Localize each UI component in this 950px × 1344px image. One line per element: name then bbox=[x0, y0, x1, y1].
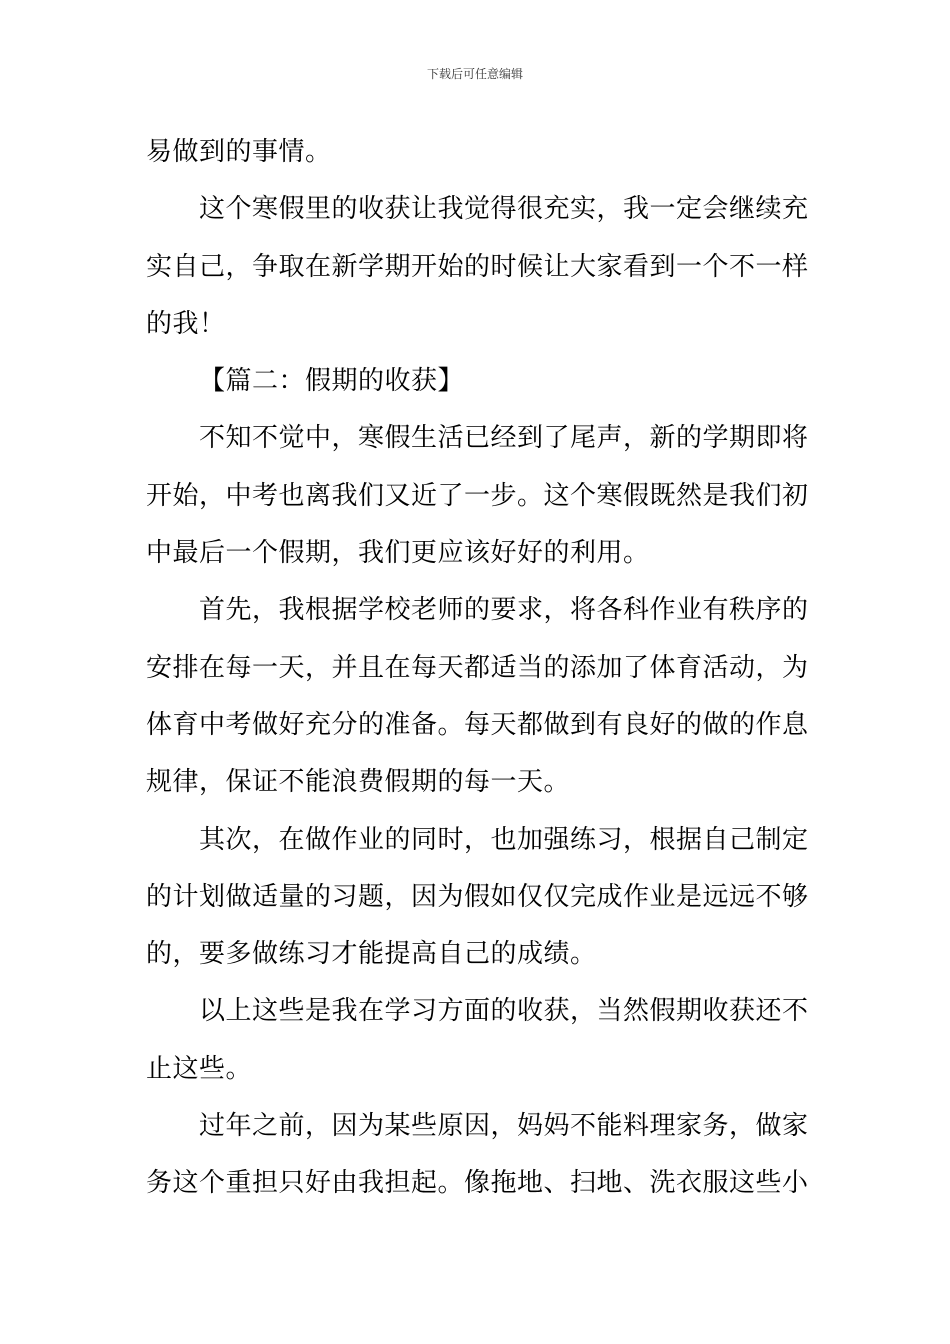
text-line: 这个寒假里的收获让我觉得很充实，我一定会继续充 bbox=[199, 194, 809, 225]
document-body bbox=[146, 124, 808, 1213]
text-line: 开始，中考也离我们又近了一步。这个寒假既然是我们初 bbox=[146, 480, 809, 511]
text-line: 的计划做适量的习题，因为假如仅仅完成作业是远远不够 bbox=[146, 881, 809, 912]
text-line: 不知不觉中，寒假生活已经到了尾声，新的学期即将 bbox=[199, 423, 809, 454]
text-line: 的，要多做练习才能提高自己的成绩。 bbox=[146, 939, 597, 970]
text-line: 以上这些是我在学习方面的收获，当然假期收获还不 bbox=[199, 996, 809, 1027]
text-line: 实自己，争取在新学期开始的时候让大家看到一个不一样 bbox=[146, 251, 809, 282]
text-line: 中最后一个假期，我们更应该好好的利用。 bbox=[146, 538, 650, 569]
page-header: 下载后可任意编辑 bbox=[426, 67, 523, 81]
text-line: 的我！ bbox=[146, 308, 226, 339]
text-line: 过年之前，因为某些原因，妈妈不能料理家务，做家 bbox=[199, 1111, 809, 1142]
section-heading: 【篇二：假期的收获】 bbox=[199, 366, 465, 397]
text-line: 止这些。 bbox=[146, 1053, 253, 1084]
text-line: 安排在每一天，并且在每天都适当的添加了体育活动，为 bbox=[146, 652, 809, 683]
text-line: 其次，在做作业的同时，也加强练习，根据自己制定 bbox=[199, 824, 809, 855]
text-line: 体育中考做好充分的准备。每天都做到有良好的做的作息 bbox=[146, 709, 809, 740]
text-line: 务这个重担只好由我担起。像拖地、扫地、洗衣服这些小 bbox=[146, 1168, 809, 1199]
text-line: 首先，我根据学校老师的要求，将各科作业有秩序的 bbox=[199, 595, 809, 626]
text-line: 规律，保证不能浪费假期的每一天。 bbox=[146, 767, 571, 798]
text-line: 易做到的事情。 bbox=[146, 137, 332, 167]
